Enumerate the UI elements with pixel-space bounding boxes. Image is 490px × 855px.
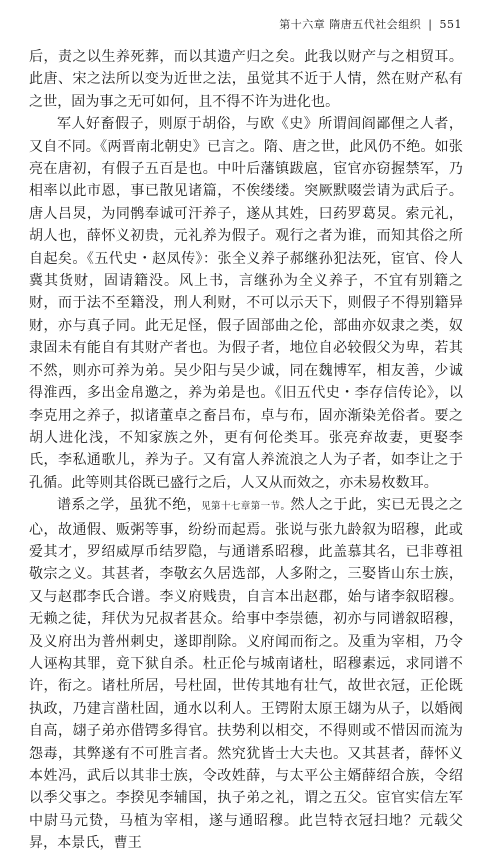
header-separator: | [428, 18, 433, 31]
paragraph [29, 46, 463, 113]
paragraph-text: 谱系之学，虽犹不绝， [57, 497, 202, 514]
chapter-label: 第十六章 [279, 18, 326, 31]
running-header [0, 16, 462, 32]
paragraph [29, 494, 463, 855]
paragraph-text: 后，责之以生养死葬，而以其遗产归之矣。此我以财产与之相贸耳。此唐、宋之法所以变为近世之法，虽觉其不近于人情，然在财产私有之世，固为事之无可如何，且不得不许为进化也。 [29, 49, 463, 110]
cross-reference-note: 见第十七章第一节。 [201, 501, 291, 513]
page-body [29, 46, 463, 855]
paragraph-text: 军人好畜假子，则原于胡俗，与欧《史》所谓闾阎鄙俚之人者，又自不同。《两晋南北朝史》已言之。隋、唐之世，此风仍不绝。如张亮在唐初，有假子五百是也。中叶后藩镇跋扈，宦官亦窃握禁军，乃相率以此市恩，事已散见诸篇，不俟缕缕。突厥默啜尝请为武后子。唐人吕炅，为同鹘奉诚可汗养子，遂从其姓，曰药罗葛炅。索元礼，胡人也，薛怀义初贵，元礼养为假子。观行之者为谁，而知其俗之所自起矣。《五代史・赵凤传》：张全义养子郝继孙犯法死，宦官、伶人冀其货财，固请籍没。风上书，言继孙为全义养子，不宜有别籍之财，而于法不至籍没，刑人利财，不可以示天下，则假子不得别籍异财，亦与真子同。此无足怪，假子固部曲之伦，部曲亦奴隶之类，奴隶固未有能自有其财产者也。为假子者，地位自必较假父为卑，若其不然，则亦可养为弟。吴少阳与吴少诚，同在魏博军，相友善，少诚得淮西，多出金帛邀之，养为弟是也。《旧五代史・李存信传论》，以李克用之养子，拟诸董卓之畜吕布，卓与布，固亦渐染羌俗者。要之胡人进化浅，不知家族之外，更有何伦类耳。张亮弃故妻，更娶李氏，李私通歌儿，养为子。又有富人养流浪之人为子者，如李让之于孔循。此等则其俗既已盛行之后，人又从而效之，亦未易枚数耳。 [29, 116, 463, 491]
page-number: 551 [439, 18, 462, 31]
paragraph-text: 然人之于此，实已无畏之之心，故通假、贩粥等事，纷纷而起焉。张说与张九龄叙为昭穆，此或爱其才，罗绍威厚币结罗隐，与通谱系昭穆，此盖慕其名，已非尊祖敬宗之义。其甚者，李敬玄久居选部，人多附之，三娶皆山东士族，又与赵郡李氏合谱。李义府贱贵，自言本出赵郡，始与诸李叙昭穆。无赖之徒，拜伏为兄叔者甚众。给事中李崇德，初亦与同谱叙昭穆，及义府出为普州刺史，遂即削除。义府闻而衔之。及重为宰相，乃令人诬构其罪，竟下狱自杀。杜正伦与城南诸杜，昭穆素远，求同谱不许，衔之。诸杜所居，号杜固，世传其地有壮气，故世衣冠，正伦既执政，乃建言凿杜固，通水以利人。王锷附太原王翃为从子，以婚阀自高，翃子弟亦借锷多得官。扶势利以相交，不得则或不惜因而流为怨毒，其弊遂有不可胜言者。然究犹皆士大夫也。又其甚者，薛怀义本姓冯，武后以其非士族，令改姓薛，与太平公主婿薛绍合族，令绍以季父事之。李揆见李辅国，执子弟之礼，谓之五父。宦官实信左军中尉马元贽，马植为宰相，遂与通昭穆。此岂特衣冠扫地？元载父昇，本景氏，曹王 [29, 497, 464, 852]
paragraph [29, 113, 463, 494]
chapter-title: 隋唐五代社会组织 [329, 18, 422, 31]
